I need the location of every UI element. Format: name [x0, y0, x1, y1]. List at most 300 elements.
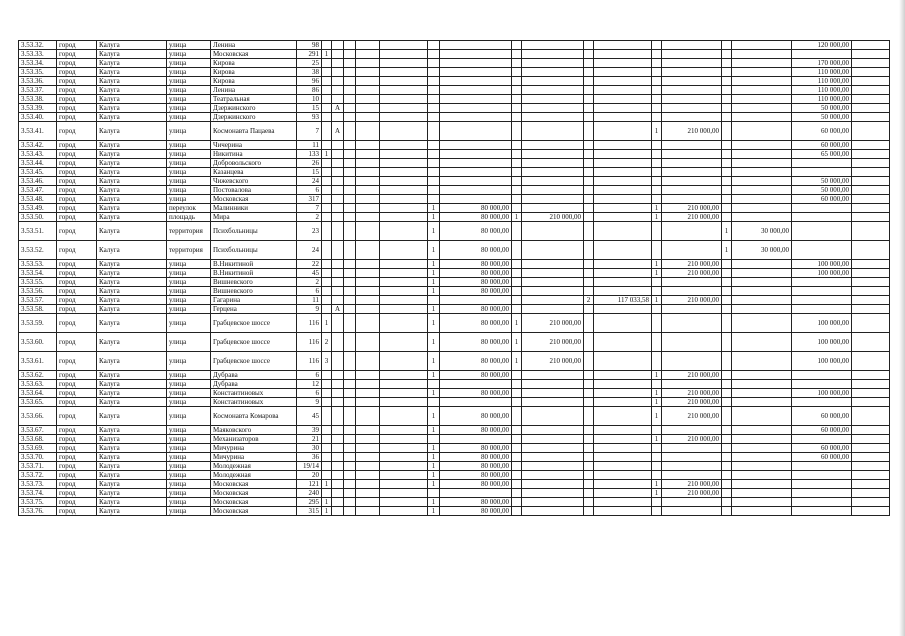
cell-qty-c — [584, 426, 594, 435]
cell-street-type: улица — [167, 305, 211, 314]
cell-building-number — [322, 269, 332, 278]
cell-house-number: 20 — [297, 471, 322, 480]
cell-item-number: 3.53.50. — [19, 213, 57, 222]
cell-amount-c — [594, 95, 652, 104]
cell-locality-type: город — [57, 389, 97, 398]
cell-letter — [332, 269, 344, 278]
cell-qty-d — [652, 471, 662, 480]
cell-c11 — [380, 222, 428, 241]
cell-amount-e — [732, 50, 792, 59]
cell-street-name: Психбольницы — [211, 241, 297, 260]
cell-house-number: 116 — [297, 333, 322, 352]
table-row — [19, 435, 890, 444]
cell-c11 — [380, 213, 428, 222]
cell-house-number: 6 — [297, 389, 322, 398]
cell-amount-d — [662, 462, 722, 471]
cell-amount-a: 80 000,00 — [440, 480, 512, 489]
cell-letter — [332, 314, 344, 333]
table-row — [19, 95, 890, 104]
cell-c11 — [380, 50, 428, 59]
cell-building-number — [322, 435, 332, 444]
cell-c11 — [380, 398, 428, 407]
registry-sheet — [18, 40, 890, 516]
cell-qty-e — [722, 260, 732, 269]
cell-qty-e — [722, 50, 732, 59]
cell-amount-c — [594, 213, 652, 222]
cell-letter — [332, 204, 344, 213]
cell-c11 — [380, 507, 428, 516]
cell-amount-f: 100 000,00 — [792, 260, 852, 269]
cell-amount-b — [522, 296, 584, 305]
cell-locality-name: Калуга — [97, 352, 167, 371]
cell-street-name: Грабцевское шоссе — [211, 314, 297, 333]
cell-qty-d — [652, 352, 662, 371]
cell-locality-name: Калуга — [97, 444, 167, 453]
cell-locality-type: город — [57, 195, 97, 204]
cell-c23 — [852, 59, 890, 68]
cell-amount-a: 80 000,00 — [440, 453, 512, 462]
cell-qty-d: 1 — [652, 269, 662, 278]
cell-locality-type: город — [57, 287, 97, 296]
cell-amount-e: 30 000,00 — [732, 222, 792, 241]
cell-qty-a — [428, 68, 440, 77]
cell-amount-a: 80 000,00 — [440, 305, 512, 314]
cell-amount-d: 210 000,00 — [662, 204, 722, 213]
cell-amount-d — [662, 177, 722, 186]
cell-qty-e — [722, 77, 732, 86]
cell-amount-f: 170 000,00 — [792, 59, 852, 68]
cell-item-number: 3.53.40. — [19, 113, 57, 122]
cell-qty-a: 1 — [428, 213, 440, 222]
cell-c23 — [852, 498, 890, 507]
cell-qty-c — [584, 204, 594, 213]
table-row — [19, 113, 890, 122]
cell-qty-d — [652, 177, 662, 186]
cell-locality-name: Калуга — [97, 186, 167, 195]
cell-amount-f — [792, 296, 852, 305]
cell-c11 — [380, 86, 428, 95]
cell-house-number: 7 — [297, 122, 322, 141]
cell-c9 — [344, 260, 356, 269]
cell-c23 — [852, 278, 890, 287]
cell-street-name: Мичурина — [211, 453, 297, 462]
cell-qty-e: 1 — [722, 222, 732, 241]
cell-item-number: 3.53.57. — [19, 296, 57, 305]
cell-amount-e — [732, 186, 792, 195]
cell-house-number: 93 — [297, 113, 322, 122]
cell-amount-b — [522, 68, 584, 77]
cell-locality-name: Калуга — [97, 333, 167, 352]
cell-street-name: Кирова — [211, 77, 297, 86]
cell-qty-e — [722, 141, 732, 150]
cell-amount-f — [792, 204, 852, 213]
cell-item-number: 3.53.49. — [19, 204, 57, 213]
cell-street-name: Герцена — [211, 305, 297, 314]
cell-locality-type: город — [57, 471, 97, 480]
cell-locality-type: город — [57, 204, 97, 213]
cell-amount-a: 80 000,00 — [440, 407, 512, 426]
cell-building-number — [322, 241, 332, 260]
cell-letter — [332, 86, 344, 95]
cell-amount-f — [792, 507, 852, 516]
cell-amount-d — [662, 186, 722, 195]
cell-amount-d — [662, 95, 722, 104]
cell-street-type: улица — [167, 507, 211, 516]
cell-c9 — [344, 389, 356, 398]
cell-c11 — [380, 168, 428, 177]
cell-letter — [332, 159, 344, 168]
cell-qty-c — [584, 186, 594, 195]
cell-qty-c — [584, 380, 594, 389]
cell-qty-d — [652, 498, 662, 507]
cell-qty-e — [722, 333, 732, 352]
cell-item-number: 3.53.54. — [19, 269, 57, 278]
cell-amount-b — [522, 222, 584, 241]
cell-amount-c — [594, 222, 652, 241]
cell-amount-c — [594, 371, 652, 380]
cell-building-number — [322, 68, 332, 77]
cell-amount-c — [594, 407, 652, 426]
cell-street-name: Театральная — [211, 95, 297, 104]
cell-qty-b — [512, 159, 522, 168]
cell-street-name: Константиновых — [211, 398, 297, 407]
cell-building-number — [322, 489, 332, 498]
cell-qty-a: 1 — [428, 444, 440, 453]
table-row — [19, 471, 890, 480]
cell-qty-c — [584, 241, 594, 260]
cell-amount-e — [732, 95, 792, 104]
cell-house-number: 45 — [297, 407, 322, 426]
cell-letter — [332, 426, 344, 435]
cell-amount-e — [732, 407, 792, 426]
cell-c23 — [852, 77, 890, 86]
cell-c11 — [380, 435, 428, 444]
cell-c9 — [344, 104, 356, 113]
cell-c10 — [356, 498, 380, 507]
cell-c10 — [356, 86, 380, 95]
cell-amount-f — [792, 213, 852, 222]
cell-locality-name: Калуга — [97, 41, 167, 50]
cell-c23 — [852, 398, 890, 407]
cell-amount-a — [440, 195, 512, 204]
cell-qty-b — [512, 86, 522, 95]
cell-amount-c — [594, 50, 652, 59]
cell-letter — [332, 213, 344, 222]
cell-amount-d — [662, 471, 722, 480]
cell-qty-d: 1 — [652, 480, 662, 489]
table-row — [19, 168, 890, 177]
cell-letter — [332, 41, 344, 50]
cell-c23 — [852, 371, 890, 380]
cell-building-number — [322, 95, 332, 104]
cell-c9 — [344, 241, 356, 260]
cell-amount-d — [662, 444, 722, 453]
cell-amount-b — [522, 122, 584, 141]
cell-c11 — [380, 150, 428, 159]
cell-c10 — [356, 150, 380, 159]
cell-letter — [332, 296, 344, 305]
cell-locality-type: город — [57, 150, 97, 159]
cell-qty-d — [652, 507, 662, 516]
cell-c23 — [852, 453, 890, 462]
cell-building-number: 1 — [322, 480, 332, 489]
cell-qty-e — [722, 113, 732, 122]
cell-letter — [332, 177, 344, 186]
cell-item-number: 3.53.34. — [19, 59, 57, 68]
cell-amount-a — [440, 95, 512, 104]
cell-qty-c — [584, 141, 594, 150]
cell-building-number: 1 — [322, 314, 332, 333]
cell-street-name: Молодежная — [211, 462, 297, 471]
cell-locality-type: город — [57, 305, 97, 314]
cell-letter — [332, 480, 344, 489]
cell-qty-a: 1 — [428, 462, 440, 471]
cell-locality-type: город — [57, 104, 97, 113]
cell-qty-b — [512, 104, 522, 113]
cell-c23 — [852, 168, 890, 177]
cell-amount-b — [522, 380, 584, 389]
cell-c23 — [852, 222, 890, 241]
cell-amount-b — [522, 86, 584, 95]
cell-c9 — [344, 213, 356, 222]
cell-qty-a: 1 — [428, 507, 440, 516]
cell-c23 — [852, 141, 890, 150]
cell-locality-name: Калуга — [97, 498, 167, 507]
cell-qty-d — [652, 426, 662, 435]
cell-qty-a — [428, 195, 440, 204]
cell-amount-a: 80 000,00 — [440, 222, 512, 241]
cell-amount-c — [594, 77, 652, 86]
cell-locality-name: Калуга — [97, 122, 167, 141]
cell-c10 — [356, 241, 380, 260]
cell-c10 — [356, 462, 380, 471]
cell-amount-f — [792, 50, 852, 59]
cell-amount-c — [594, 168, 652, 177]
cell-amount-d — [662, 380, 722, 389]
cell-c23 — [852, 444, 890, 453]
cell-amount-e — [732, 480, 792, 489]
cell-building-number — [322, 453, 332, 462]
cell-amount-b — [522, 287, 584, 296]
cell-qty-c — [584, 195, 594, 204]
cell-amount-d — [662, 426, 722, 435]
table-row — [19, 41, 890, 50]
cell-house-number: 15 — [297, 104, 322, 113]
cell-amount-f — [792, 168, 852, 177]
cell-item-number: 3.53.63. — [19, 380, 57, 389]
cell-street-name: Дзержинского — [211, 113, 297, 122]
cell-qty-e — [722, 444, 732, 453]
cell-street-name: Механизаторов — [211, 435, 297, 444]
cell-qty-b — [512, 150, 522, 159]
cell-street-name: Молодежная — [211, 471, 297, 480]
cell-c9 — [344, 150, 356, 159]
cell-amount-a — [440, 177, 512, 186]
cell-amount-c — [594, 141, 652, 150]
cell-c9 — [344, 380, 356, 389]
cell-amount-c — [594, 507, 652, 516]
cell-locality-name: Калуга — [97, 305, 167, 314]
cell-amount-b — [522, 305, 584, 314]
cell-amount-c — [594, 260, 652, 269]
cell-item-number: 3.53.73. — [19, 480, 57, 489]
cell-c23 — [852, 260, 890, 269]
cell-qty-b — [512, 113, 522, 122]
cell-amount-b: 210 000,00 — [522, 333, 584, 352]
cell-street-type: улица — [167, 407, 211, 426]
cell-item-number: 3.53.41. — [19, 122, 57, 141]
cell-qty-c — [584, 352, 594, 371]
cell-amount-d: 210 000,00 — [662, 435, 722, 444]
table-row — [19, 398, 890, 407]
cell-c23 — [852, 104, 890, 113]
cell-building-number — [322, 104, 332, 113]
cell-qty-b — [512, 77, 522, 86]
cell-street-name: Московская — [211, 498, 297, 507]
cell-amount-a — [440, 50, 512, 59]
cell-c9 — [344, 122, 356, 141]
cell-street-name: Гагарина — [211, 296, 297, 305]
cell-qty-c — [584, 50, 594, 59]
cell-house-number: 15 — [297, 168, 322, 177]
cell-amount-f: 110 000,00 — [792, 68, 852, 77]
cell-house-number: 24 — [297, 177, 322, 186]
table-row — [19, 333, 890, 352]
cell-letter — [332, 168, 344, 177]
cell-amount-a: 80 000,00 — [440, 287, 512, 296]
cell-c10 — [356, 296, 380, 305]
cell-street-name: Московская — [211, 489, 297, 498]
cell-house-number: 11 — [297, 296, 322, 305]
cell-amount-b — [522, 204, 584, 213]
cell-amount-e — [732, 305, 792, 314]
cell-locality-name: Калуга — [97, 104, 167, 113]
cell-qty-d — [652, 113, 662, 122]
table-row — [19, 269, 890, 278]
cell-c23 — [852, 95, 890, 104]
cell-qty-a — [428, 296, 440, 305]
cell-c9 — [344, 222, 356, 241]
cell-c10 — [356, 177, 380, 186]
cell-qty-a: 1 — [428, 471, 440, 480]
cell-amount-b — [522, 150, 584, 159]
cell-letter — [332, 462, 344, 471]
cell-c10 — [356, 68, 380, 77]
cell-locality-name: Калуга — [97, 260, 167, 269]
cell-item-number: 3.53.38. — [19, 95, 57, 104]
cell-qty-e — [722, 371, 732, 380]
table-row — [19, 141, 890, 150]
cell-street-type: улица — [167, 168, 211, 177]
cell-house-number: 24 — [297, 241, 322, 260]
cell-qty-c — [584, 389, 594, 398]
cell-letter — [332, 498, 344, 507]
cell-house-number: 317 — [297, 195, 322, 204]
table-row — [19, 389, 890, 398]
cell-item-number: 3.53.74. — [19, 489, 57, 498]
cell-amount-a — [440, 68, 512, 77]
cell-qty-a: 1 — [428, 260, 440, 269]
cell-qty-d — [652, 195, 662, 204]
cell-street-name: Космонавта Пацаева — [211, 122, 297, 141]
cell-amount-e — [732, 278, 792, 287]
cell-amount-e: 30 000,00 — [732, 241, 792, 260]
cell-amount-f: 60 000,00 — [792, 407, 852, 426]
cell-c10 — [356, 507, 380, 516]
cell-c10 — [356, 371, 380, 380]
cell-c9 — [344, 41, 356, 50]
cell-amount-d — [662, 41, 722, 50]
cell-amount-d: 210 000,00 — [662, 371, 722, 380]
cell-building-number — [322, 407, 332, 426]
cell-item-number: 3.53.60. — [19, 333, 57, 352]
cell-qty-a — [428, 168, 440, 177]
cell-qty-e — [722, 352, 732, 371]
cell-qty-e — [722, 287, 732, 296]
cell-letter — [332, 68, 344, 77]
cell-item-number: 3.53.75. — [19, 498, 57, 507]
cell-item-number: 3.53.69. — [19, 444, 57, 453]
cell-qty-a — [428, 489, 440, 498]
cell-amount-d — [662, 498, 722, 507]
cell-qty-e — [722, 471, 732, 480]
cell-street-name: Грабцевское шоссе — [211, 333, 297, 352]
cell-house-number: 10 — [297, 95, 322, 104]
cell-amount-b — [522, 269, 584, 278]
cell-locality-type: город — [57, 398, 97, 407]
cell-street-name: Константиновых — [211, 389, 297, 398]
cell-c9 — [344, 426, 356, 435]
cell-amount-c — [594, 113, 652, 122]
cell-c9 — [344, 480, 356, 489]
cell-street-name: Грабцевское шоссе — [211, 352, 297, 371]
cell-letter — [332, 435, 344, 444]
cell-qty-b — [512, 260, 522, 269]
cell-letter — [332, 287, 344, 296]
cell-c10 — [356, 389, 380, 398]
cell-street-name: В.Никитиной — [211, 260, 297, 269]
cell-street-name: Кирова — [211, 68, 297, 77]
cell-locality-name: Калуга — [97, 398, 167, 407]
cell-locality-name: Калуга — [97, 95, 167, 104]
table-row — [19, 489, 890, 498]
cell-amount-f: 100 000,00 — [792, 333, 852, 352]
cell-c11 — [380, 480, 428, 489]
cell-qty-b — [512, 186, 522, 195]
cell-amount-d — [662, 241, 722, 260]
cell-amount-d: 210 000,00 — [662, 296, 722, 305]
cell-c9 — [344, 453, 356, 462]
cell-qty-a: 1 — [428, 305, 440, 314]
cell-qty-d — [652, 380, 662, 389]
cell-amount-c — [594, 435, 652, 444]
cell-c11 — [380, 389, 428, 398]
cell-house-number: 2 — [297, 213, 322, 222]
cell-qty-a — [428, 41, 440, 50]
cell-house-number: 30 — [297, 444, 322, 453]
cell-letter — [332, 278, 344, 287]
cell-amount-f — [792, 462, 852, 471]
cell-building-number: 2 — [322, 333, 332, 352]
cell-c11 — [380, 333, 428, 352]
cell-amount-a — [440, 296, 512, 305]
cell-street-type: улица — [167, 95, 211, 104]
cell-qty-c — [584, 168, 594, 177]
cell-c9 — [344, 177, 356, 186]
cell-amount-e — [732, 287, 792, 296]
cell-amount-d — [662, 159, 722, 168]
table-row — [19, 314, 890, 333]
